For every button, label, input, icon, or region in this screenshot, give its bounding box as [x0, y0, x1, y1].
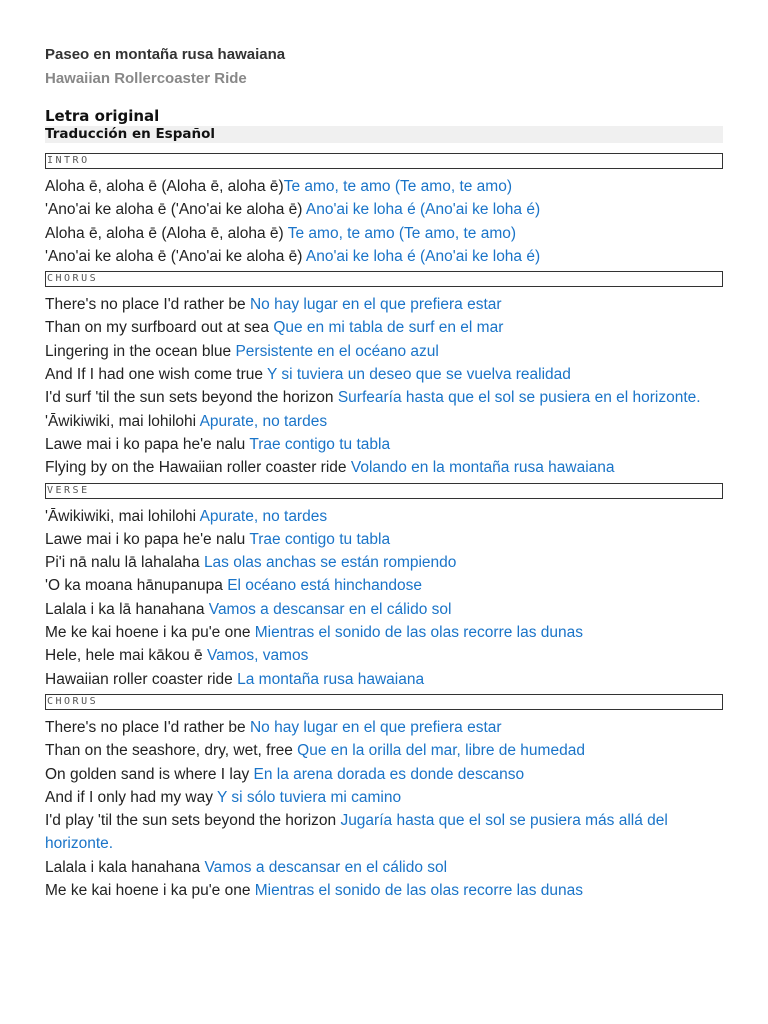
- original-lyric: 'Ano'ai ke aloha ē ('Ano'ai ke aloha ē): [45, 247, 306, 265]
- original-lyric: Hawaiian roller coaster ride: [45, 670, 238, 688]
- lyrics-page: [45, 44, 723, 902]
- translated-lyric: Mientras el sonido de las olas recorre las dunas: [254, 624, 584, 642]
- original-lyric: Hele, hele mai kākou ē: [45, 647, 207, 665]
- translated-lyric: Ano'ai ke loha é (Ano'ai ke loha é): [305, 201, 541, 219]
- original-lyric: I'd surf 'til the sun sets beyond the horizon: [45, 389, 338, 407]
- translated-lyric: Persistente en el océano azul: [235, 342, 439, 360]
- translation-heading: Traducción en Español: [45, 126, 723, 143]
- original-lyric: There's no place I'd rather be: [45, 718, 250, 736]
- lyric-line: [45, 786, 723, 809]
- translated-lyric: Vamos, vamos: [206, 647, 309, 665]
- lyric-line: [45, 809, 723, 856]
- section-lines: [45, 710, 723, 902]
- lyric-line: [45, 456, 723, 479]
- lyric-line: [45, 574, 723, 597]
- original-lyric: And If I had one wish come true: [45, 366, 268, 384]
- original-lyric: And if I only had my way: [45, 788, 218, 806]
- translated-lyric: Que en la orilla del mar, libre de humedad: [297, 742, 585, 760]
- lyrics-section-chorus: [45, 271, 723, 479]
- original-lyric: Pi'i nā nalu lā lahalaha: [45, 554, 204, 572]
- lyric-line: [45, 763, 723, 786]
- lyric-line: [45, 644, 723, 667]
- original-lyric: 'Ano'ai ke aloha ē ('Ano'ai ke aloha ē): [45, 201, 306, 219]
- lyric-line: [45, 528, 723, 551]
- original-lyric: Aloha ē, aloha ē (Aloha ē, aloha ē): [45, 224, 288, 242]
- lyric-line: [45, 293, 723, 316]
- original-lyric: Than on my surfboard out at sea: [45, 319, 274, 337]
- translated-lyric: La montaña rusa hawaiana: [237, 670, 425, 688]
- song-title: Paseo en montaña rusa hawaiana: [45, 46, 286, 63]
- translated-lyric: Surfearía hasta que el sol se pusiera en el horizonte.: [337, 389, 701, 407]
- lyrics-section-intro: [45, 153, 723, 268]
- translated-lyric: Mientras el sonido de las olas recorre las dunas: [254, 882, 584, 900]
- original-lyric: 'Āwikiwiki, mai lohilohi: [45, 412, 200, 430]
- translated-lyric: Las olas anchas se están rompiendo: [203, 554, 457, 572]
- lyric-line: [45, 340, 723, 363]
- translated-lyric: Volando en la montaña rusa hawaiana: [350, 459, 615, 477]
- translated-lyric: Apurate, no tardes: [199, 507, 328, 525]
- translated-lyric: Jugaría hasta que el sol se pusiera más allá del horizonte.: [45, 812, 668, 853]
- translated-lyric: Ano'ai ke loha é (Ano'ai ke loha é): [305, 247, 541, 265]
- lyric-line: [45, 175, 723, 198]
- lyric-line: [45, 856, 723, 879]
- original-lyric: 'O ka moana hānupanupa: [45, 577, 228, 595]
- lyric-line: [45, 598, 723, 621]
- translated-lyric: Que en mi tabla de surf en el mar: [273, 319, 504, 337]
- lyrics-section-chorus: [45, 694, 723, 902]
- section-label: INTRO: [45, 153, 723, 169]
- lyric-line: [45, 551, 723, 574]
- lyric-line: [45, 621, 723, 644]
- translated-lyric: Te amo, te amo (Te amo, te amo): [287, 224, 517, 242]
- translated-lyric: No hay lugar en el que prefiera estar: [249, 296, 502, 314]
- original-lyric: Lingering in the ocean blue: [45, 342, 236, 360]
- translated-lyric: Te amo, te amo (Te amo, te amo): [283, 178, 512, 195]
- section-lines: [45, 287, 723, 479]
- lyric-line: [45, 879, 723, 902]
- translated-lyric: Y si tuviera un deseo que se vuelva realidad: [267, 366, 571, 384]
- lyric-line: [45, 739, 723, 762]
- original-lyric: Me ke kai hoene i ka pu'e one: [45, 624, 255, 642]
- lyric-line: [45, 222, 723, 245]
- translated-lyric: Trae contigo tu tabla: [249, 435, 391, 453]
- translated-lyric: Apurate, no tardes: [199, 412, 328, 430]
- lyric-line: [45, 363, 723, 386]
- original-lyric: On golden sand is where I lay: [45, 765, 254, 783]
- lyric-line: [45, 386, 723, 409]
- lyrics-sections: [45, 153, 723, 902]
- section-label: VERSE: [45, 483, 723, 499]
- lyric-line: [45, 668, 723, 691]
- original-lyric: Aloha ē, aloha ē (Aloha ē, aloha ē): [45, 178, 284, 195]
- translated-lyric: En la arena dorada es donde descanso: [253, 765, 525, 783]
- section-label: CHORUS: [45, 271, 723, 287]
- original-lyric: 'Āwikiwiki, mai lohilohi: [45, 507, 200, 525]
- lyrics-section-verse: [45, 483, 723, 691]
- section-label: CHORUS: [45, 694, 723, 710]
- translated-lyric: Y si sólo tuviera mi camino: [217, 788, 402, 806]
- translated-lyric: Vamos a descansar en el cálido sol: [208, 600, 452, 618]
- lyric-line: [45, 245, 723, 268]
- translated-lyric: Trae contigo tu tabla: [249, 530, 391, 548]
- translated-lyric: Vamos a descansar en el cálido sol: [204, 858, 448, 876]
- section-lines: [45, 499, 723, 691]
- lyric-line: [45, 433, 723, 456]
- lyric-line: [45, 716, 723, 739]
- lyric-line: [45, 198, 723, 221]
- lyric-line: [45, 410, 723, 433]
- translated-lyric: El océano está hinchandose: [227, 577, 422, 595]
- original-lyric: I'd play 'til the sun sets beyond the horizon: [45, 812, 341, 830]
- original-lyric: There's no place I'd rather be: [45, 296, 250, 314]
- lyric-line: [45, 316, 723, 339]
- original-lyric: Lalala i ka lā hanahana: [45, 600, 209, 618]
- original-lyric: Lawe mai i ko papa he'e nalu: [45, 435, 250, 453]
- section-lines: [45, 169, 723, 268]
- original-lyric: Lawe mai i ko papa he'e nalu: [45, 530, 250, 548]
- original-lyric: Flying by on the Hawaiian roller coaster ride: [45, 459, 351, 477]
- original-lyric: Me ke kai hoene i ka pu'e one: [45, 882, 255, 900]
- translated-lyric: No hay lugar en el que prefiera estar: [249, 718, 502, 736]
- original-lyric: Lalala i kala hanahana: [45, 858, 205, 876]
- original-lyrics-heading: Letra original: [45, 107, 160, 125]
- lyric-line: [45, 505, 723, 528]
- song-subtitle: Hawaiian Rollercoaster Ride: [45, 70, 247, 87]
- original-lyric: Than on the seashore, dry, wet, free: [45, 742, 298, 760]
